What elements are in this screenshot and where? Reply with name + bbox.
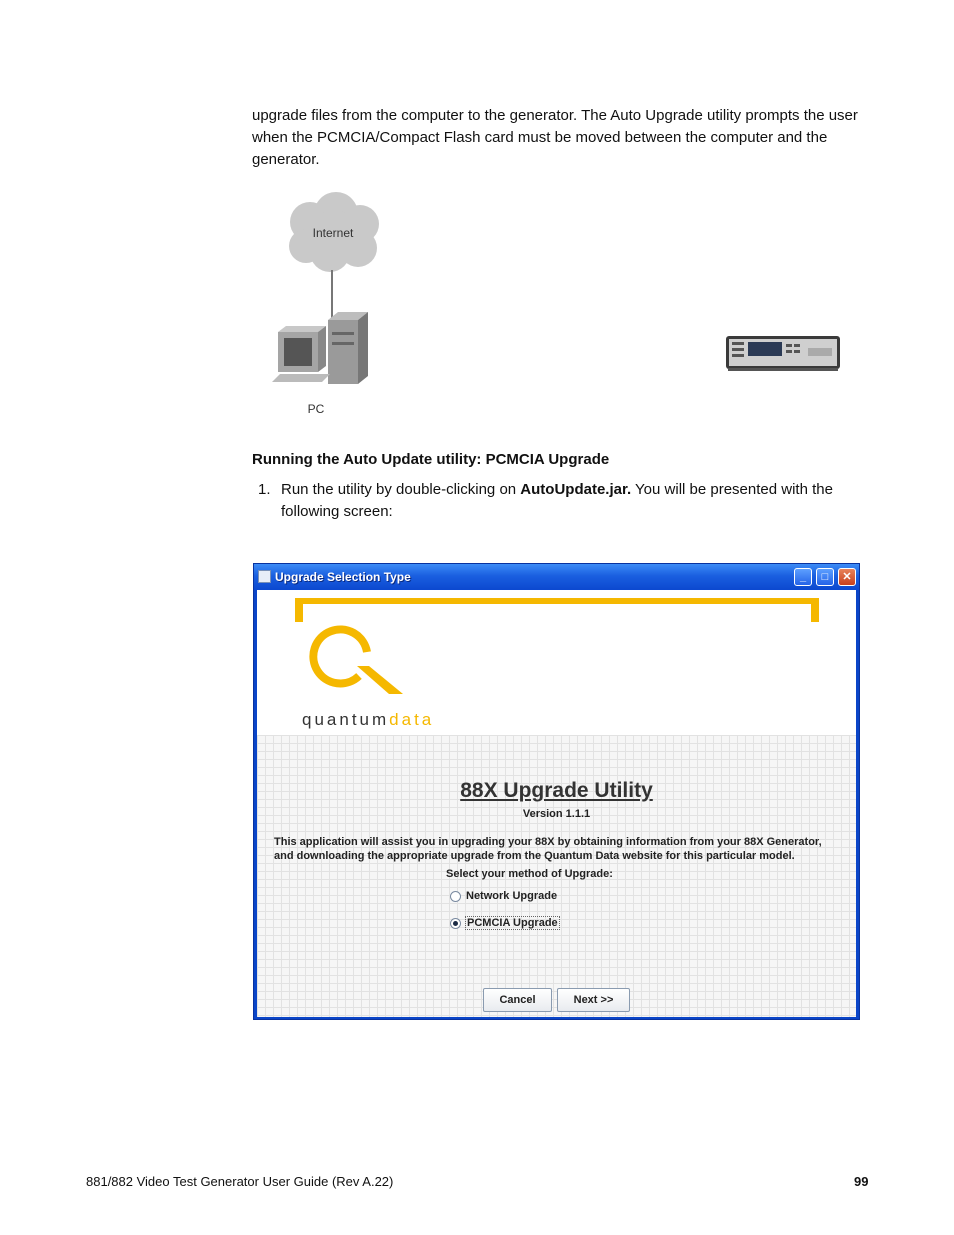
pc-label: PC [307, 402, 325, 416]
close-button[interactable] [838, 568, 856, 586]
cloud-label: Internet [312, 226, 354, 240]
dialog-title: Upgrade Selection Type [275, 570, 411, 584]
next-button[interactable]: Next >> [557, 988, 630, 1012]
pcmcia-upgrade-radio[interactable] [450, 918, 461, 929]
step-text-before: Run the utility by double-clicking on [281, 481, 521, 498]
dialog-content [257, 735, 856, 1017]
maximize-button[interactable] [816, 568, 834, 586]
footer-guide-title: 881/882 Video Test Generator User Guide (Rev A.22) [86, 1174, 394, 1189]
footer-page-number: 99 [854, 1174, 869, 1189]
close-icon: ✕ [842, 571, 852, 583]
banner-right-bracket [811, 598, 819, 622]
pcmcia-upgrade-label[interactable]: PCMCIA Upgrade [467, 917, 558, 929]
pc-icon [272, 312, 368, 384]
step-text-bold: AutoUpdate.jar. [520, 481, 632, 498]
network-diagram [270, 192, 850, 420]
java-app-icon [258, 570, 271, 583]
q-logo-icon [313, 629, 403, 694]
generator-device-icon [726, 336, 840, 371]
minimize-button[interactable] [794, 568, 812, 586]
app-description: This application will assist you in upgrading your 88X by obtaining information from your 88X Generator, and downloading the appropriate upgrade from the Quantum Data website for this particular model. [274, 836, 822, 862]
network-upgrade-label[interactable]: Network Upgrade [466, 890, 558, 902]
logo-banner [257, 590, 856, 735]
section-heading: Running the Auto Update utility: PCMCIA Upgrade [252, 451, 610, 468]
app-title: 88X Upgrade Utility [460, 779, 653, 802]
logo-wordmark: quantumdata [302, 710, 435, 729]
network-diagram-svg [270, 192, 850, 420]
network-upgrade-radio[interactable] [450, 891, 461, 902]
step-text [281, 479, 866, 523]
quantum-data-logo [257, 590, 856, 735]
step-number: 1. [258, 481, 271, 498]
cancel-button[interactable]: Cancel [483, 988, 552, 1012]
step-text-after: You will be presented with the following screen: [281, 481, 833, 520]
upgrade-selection-dialog [253, 563, 860, 1020]
app-version: Version 1.1.1 [522, 808, 591, 820]
dialog-titlebar[interactable] [254, 564, 859, 590]
select-method-label: Select your method of Upgrade: [446, 868, 613, 880]
minimize-icon: _ [799, 571, 807, 583]
maximize-icon: □ [821, 571, 829, 583]
dialog-client-area [257, 590, 856, 1017]
banner-top-bar [295, 598, 819, 604]
radio-selected-dot [453, 921, 458, 926]
intro-paragraph: upgrade files from the computer to the generator. The Auto Upgrade utility prompts the user when the PCMCIA/Compact Flash card must be moved between the computer and the generator. [252, 107, 858, 168]
